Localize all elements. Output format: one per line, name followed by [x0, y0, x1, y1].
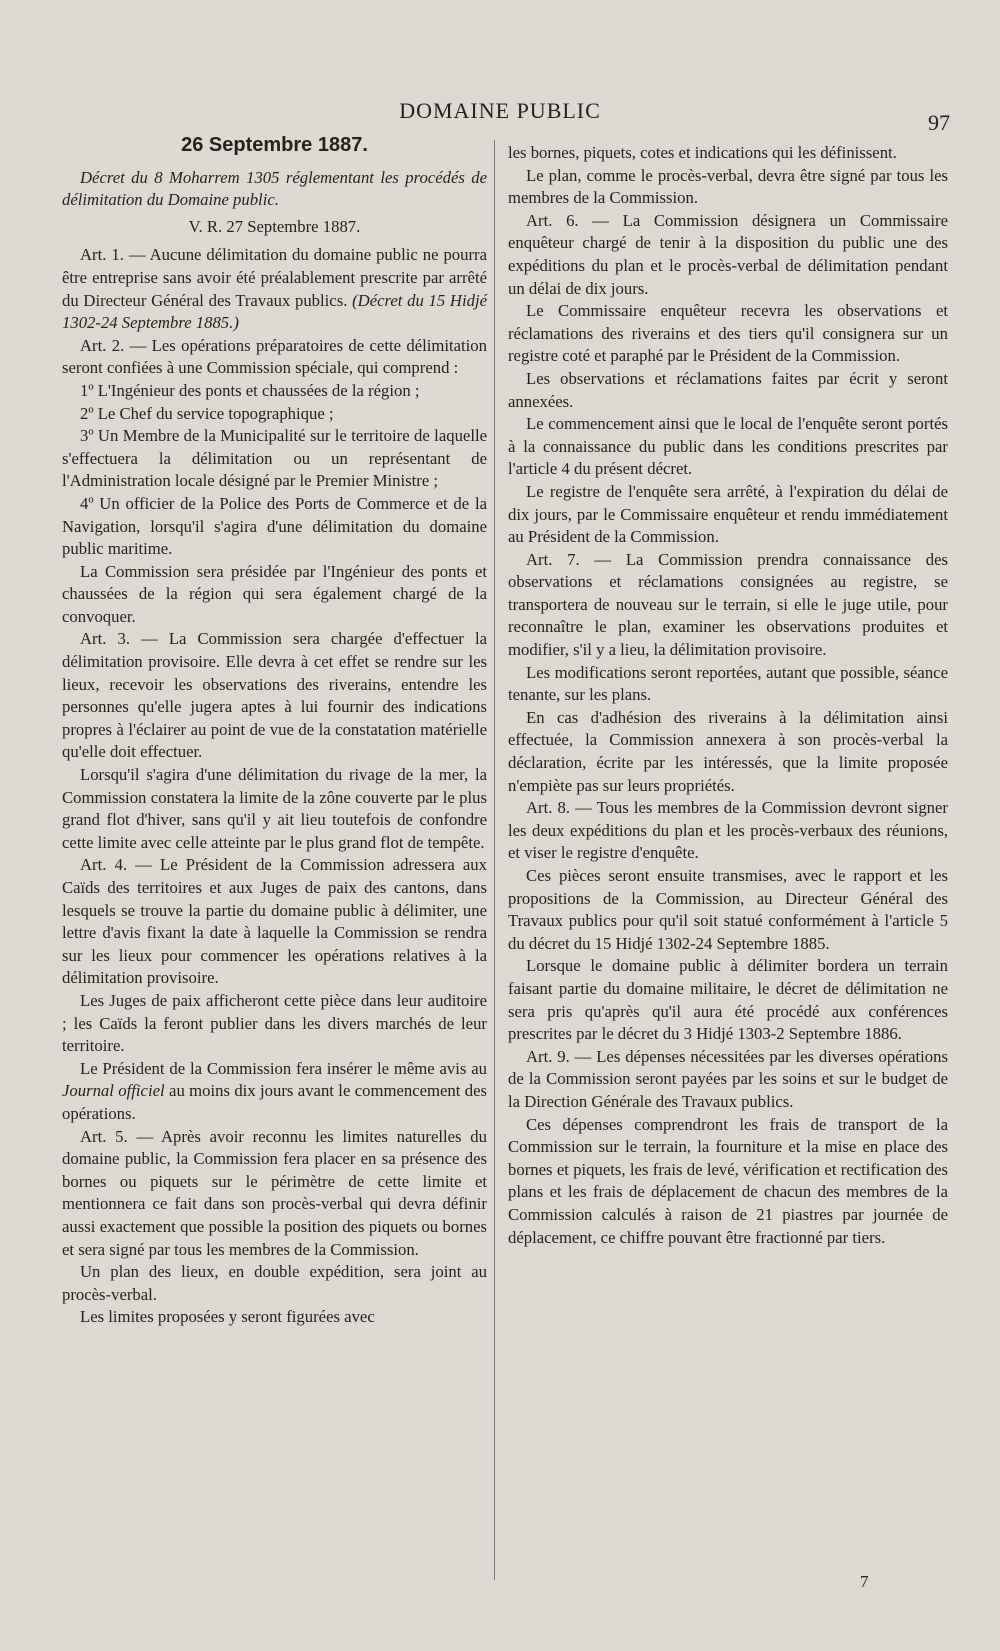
paragraph: Un plan des lieux, en double expédition, sera joint au procès-verbal.: [62, 1262, 487, 1304]
running-title: DOMAINE PUBLIC: [399, 98, 601, 123]
paragraph: 4º Un officier de la Police des Ports de Commerce et de la Navigation, lorsqu'il s'agira d'une délimitation du domaine public maritime.: [62, 493, 487, 559]
paragraph: Le commencement ainsi que le local de l'enquête seront portés à la connaissance du public dans les conditions prescrites par l'article 4 du présent décret.: [508, 414, 948, 479]
decree-reference: V. R. 27 Septembre 1887.: [188, 216, 361, 236]
paragraph: Ces dépenses comprendront les frais de transport de la Commission sur le terrain, la fourniture et la mise en place des bornes et piquets, les frais de levé, vérification et rectification des plans et les frais de déplacement de chacun des membres de la Commission calculés à raison de 21 piastres par journée de déplacement, ce chiffre pouvant être fractionné par tiers.: [508, 1114, 948, 1247]
article-3: Art. 3. — La Commission sera chargée d'effectuer la délimitation provisoire. Elle devra à cet effet se rendre sur les lieux, recevoir les observations des riverains, entendre les personnes qu'elle jugera aptes à lui fournir des indications propres à l'éclairer au point de vue de la constatation matérielle qu'elle doit effectuer.: [62, 629, 487, 762]
paragraph: Le registre de l'enquête sera arrêté, à l'expiration du délai de dix jours, par le Commissaire enquêteur et rendu immédiatement au Président de la Commission.: [508, 481, 948, 547]
paragraph-text: au moins dix jours avant le commencement des opérations.: [62, 1081, 487, 1123]
decree-title: Décret du 8 Moharrem 1305 réglementant les procédés de délimitation du Domaine public.: [62, 167, 487, 210]
paragraph: les bornes, piquets, cotes et indications qui les définissent.: [508, 143, 897, 162]
article-6: Art. 6. — La Commission désignera un Commissaire enquêteur chargé de tenir à la disposition du public une des expéditions du plan et le procès-verbal de délimitation pendant un délai de dix jours.: [508, 210, 948, 298]
article-8: Art. 8. — Tous les membres de la Commission devront signer les deux expéditions du plan et les procès-verbaux des réunions, et viser le registre d'enquête.: [508, 798, 948, 863]
paragraph: Le plan, comme le procès-verbal, devra être signé par tous les membres de la Commission.: [508, 165, 948, 208]
column-divider: [494, 140, 495, 1580]
paragraph: Lorsqu'il s'agira d'une délimitation du rivage de la mer, la Commission constatera la limite de la zône couverte par le plus grand flot d'hiver, sans qu'il y ait lieu toutefois de confondre cette limite avec celle atteinte par le plus grand flot de tempête.: [62, 765, 487, 852]
paragraph: Les limites proposées y seront figurées avec: [80, 1307, 375, 1327]
article-1-citation: (Décret du 15 Hidjé 1302-24 Septembre 1885.): [62, 290, 488, 333]
paragraph: Lorsque le domaine public à délimiter bordera un terrain faisant partie du domaine militaire, le décret de délimitation ne sera pris qu'après qu'il aura été procédé aux conférences prescrites par le décret du 3 Hidjé 1303-2 Septembre 1886.: [508, 956, 948, 1044]
paragraph-text: Le Président de la Commission fera insérer le même avis au: [80, 1058, 487, 1078]
article-4: Art. 4. — Le Président de la Commission adressera aux Caïds des territoires et aux Juges de paix des cantons, dans lesquels se trouve la partie du domaine public à délimiter, une lettre d'avis fixant la date à laquelle la Commission se rendra sur les lieux pour commencer les opérations relatives à la délimitation provisoire.: [62, 855, 487, 988]
paragraph: 3º Un Membre de la Municipalité sur le territoire de laquelle s'effectuera la délimitation ou un représentant de l'Administration locale désigné par le Premier Ministre ;: [62, 426, 487, 491]
article-2: Art. 2. — Les opérations préparatoires de cette délimitation seront confiées à une Commission spéciale, qui comprend :: [62, 335, 487, 378]
paragraph: La Commission sera présidée par l'Ingénieur des ponts et chaussées de la région qui sera également chargé de la convoquer.: [62, 561, 487, 626]
page-number: 97: [928, 110, 950, 135]
paragraph: En cas d'adhésion des riverains à la délimitation ainsi effectuée, la Commission annexera à son procès-verbal la déclaration, écrite par les intéressés, que la limite proposée n'empiète pas sur leurs propriétés.: [508, 707, 948, 795]
article-5: Art. 5. — Après avoir reconnu les limites naturelles du domaine public, la Commission fera placer en sa présence des bornes ou piquets sur le périmètre de cette limite et mentionnera ce fait dans son procès-verbal qui devra définir aussi exactement que possible la position des piquets ou bornes et sera signé par tous les membres de la Commission.: [62, 1126, 487, 1259]
article-1-text: Art. 1. — Aucune délimitation du domaine public ne pourra être entreprise sans avoir été préalablement prescrite par arrêté du Directeur Général des Travaux publics.: [62, 245, 487, 310]
paragraph: Les modifications seront reportées, autant que possible, séance tenante, sur les plans.: [508, 662, 948, 705]
paragraph: [62, 1058, 487, 1126]
paragraph: 1º L'Ingénieur des ponts et chaussées de la région ;: [80, 380, 420, 400]
paragraph: Les Juges de paix afficheront cette pièce dans leur auditoire ; les Caïds la feront publier dans les divers marchés de leur territoire.: [62, 990, 487, 1056]
paragraph: Les observations et réclamations faites par écrit y seront annexées.: [508, 368, 948, 411]
decree-date: 26 Septembre 1887.: [181, 134, 368, 156]
left-column: [62, 134, 487, 1329]
right-column: [508, 142, 948, 1249]
journal-officiel: Journal officiel: [62, 1081, 165, 1101]
paragraph: 2º Le Chef du service topographique ;: [80, 403, 334, 423]
paragraph: Le Commissaire enquêteur recevra les observations et réclamations des riverains et des tiers qu'il consignera sur un registre coté et paraphé par le Président de la Commission.: [508, 301, 948, 366]
article-9: Art. 9. — Les dépenses nécessitées par les diverses opérations de la Commission seront payées par les soins et sur le budget de la Direction Générale des Travaux publics.: [508, 1046, 948, 1111]
signature-mark: 7: [860, 1572, 869, 1591]
paragraph: Ces pièces seront ensuite transmises, avec le rapport et les propositions de la Commission, au Directeur Général des Travaux publics pour qu'il soit statué conformément à l'article 5 du décret du 15 Hidjé 1302-24 Septembre 1885.: [508, 866, 948, 953]
article-1: [62, 244, 487, 334]
article-7: Art. 7. — La Commission prendra connaissance des observations et réclamations consignées au registre, se transportera de nouveau sur le terrain, si elle le juge utile, pour reconnaître le plan, examiner les observations produites et modifier, s'il y a lieu, la délimitation provisoire.: [508, 549, 948, 660]
